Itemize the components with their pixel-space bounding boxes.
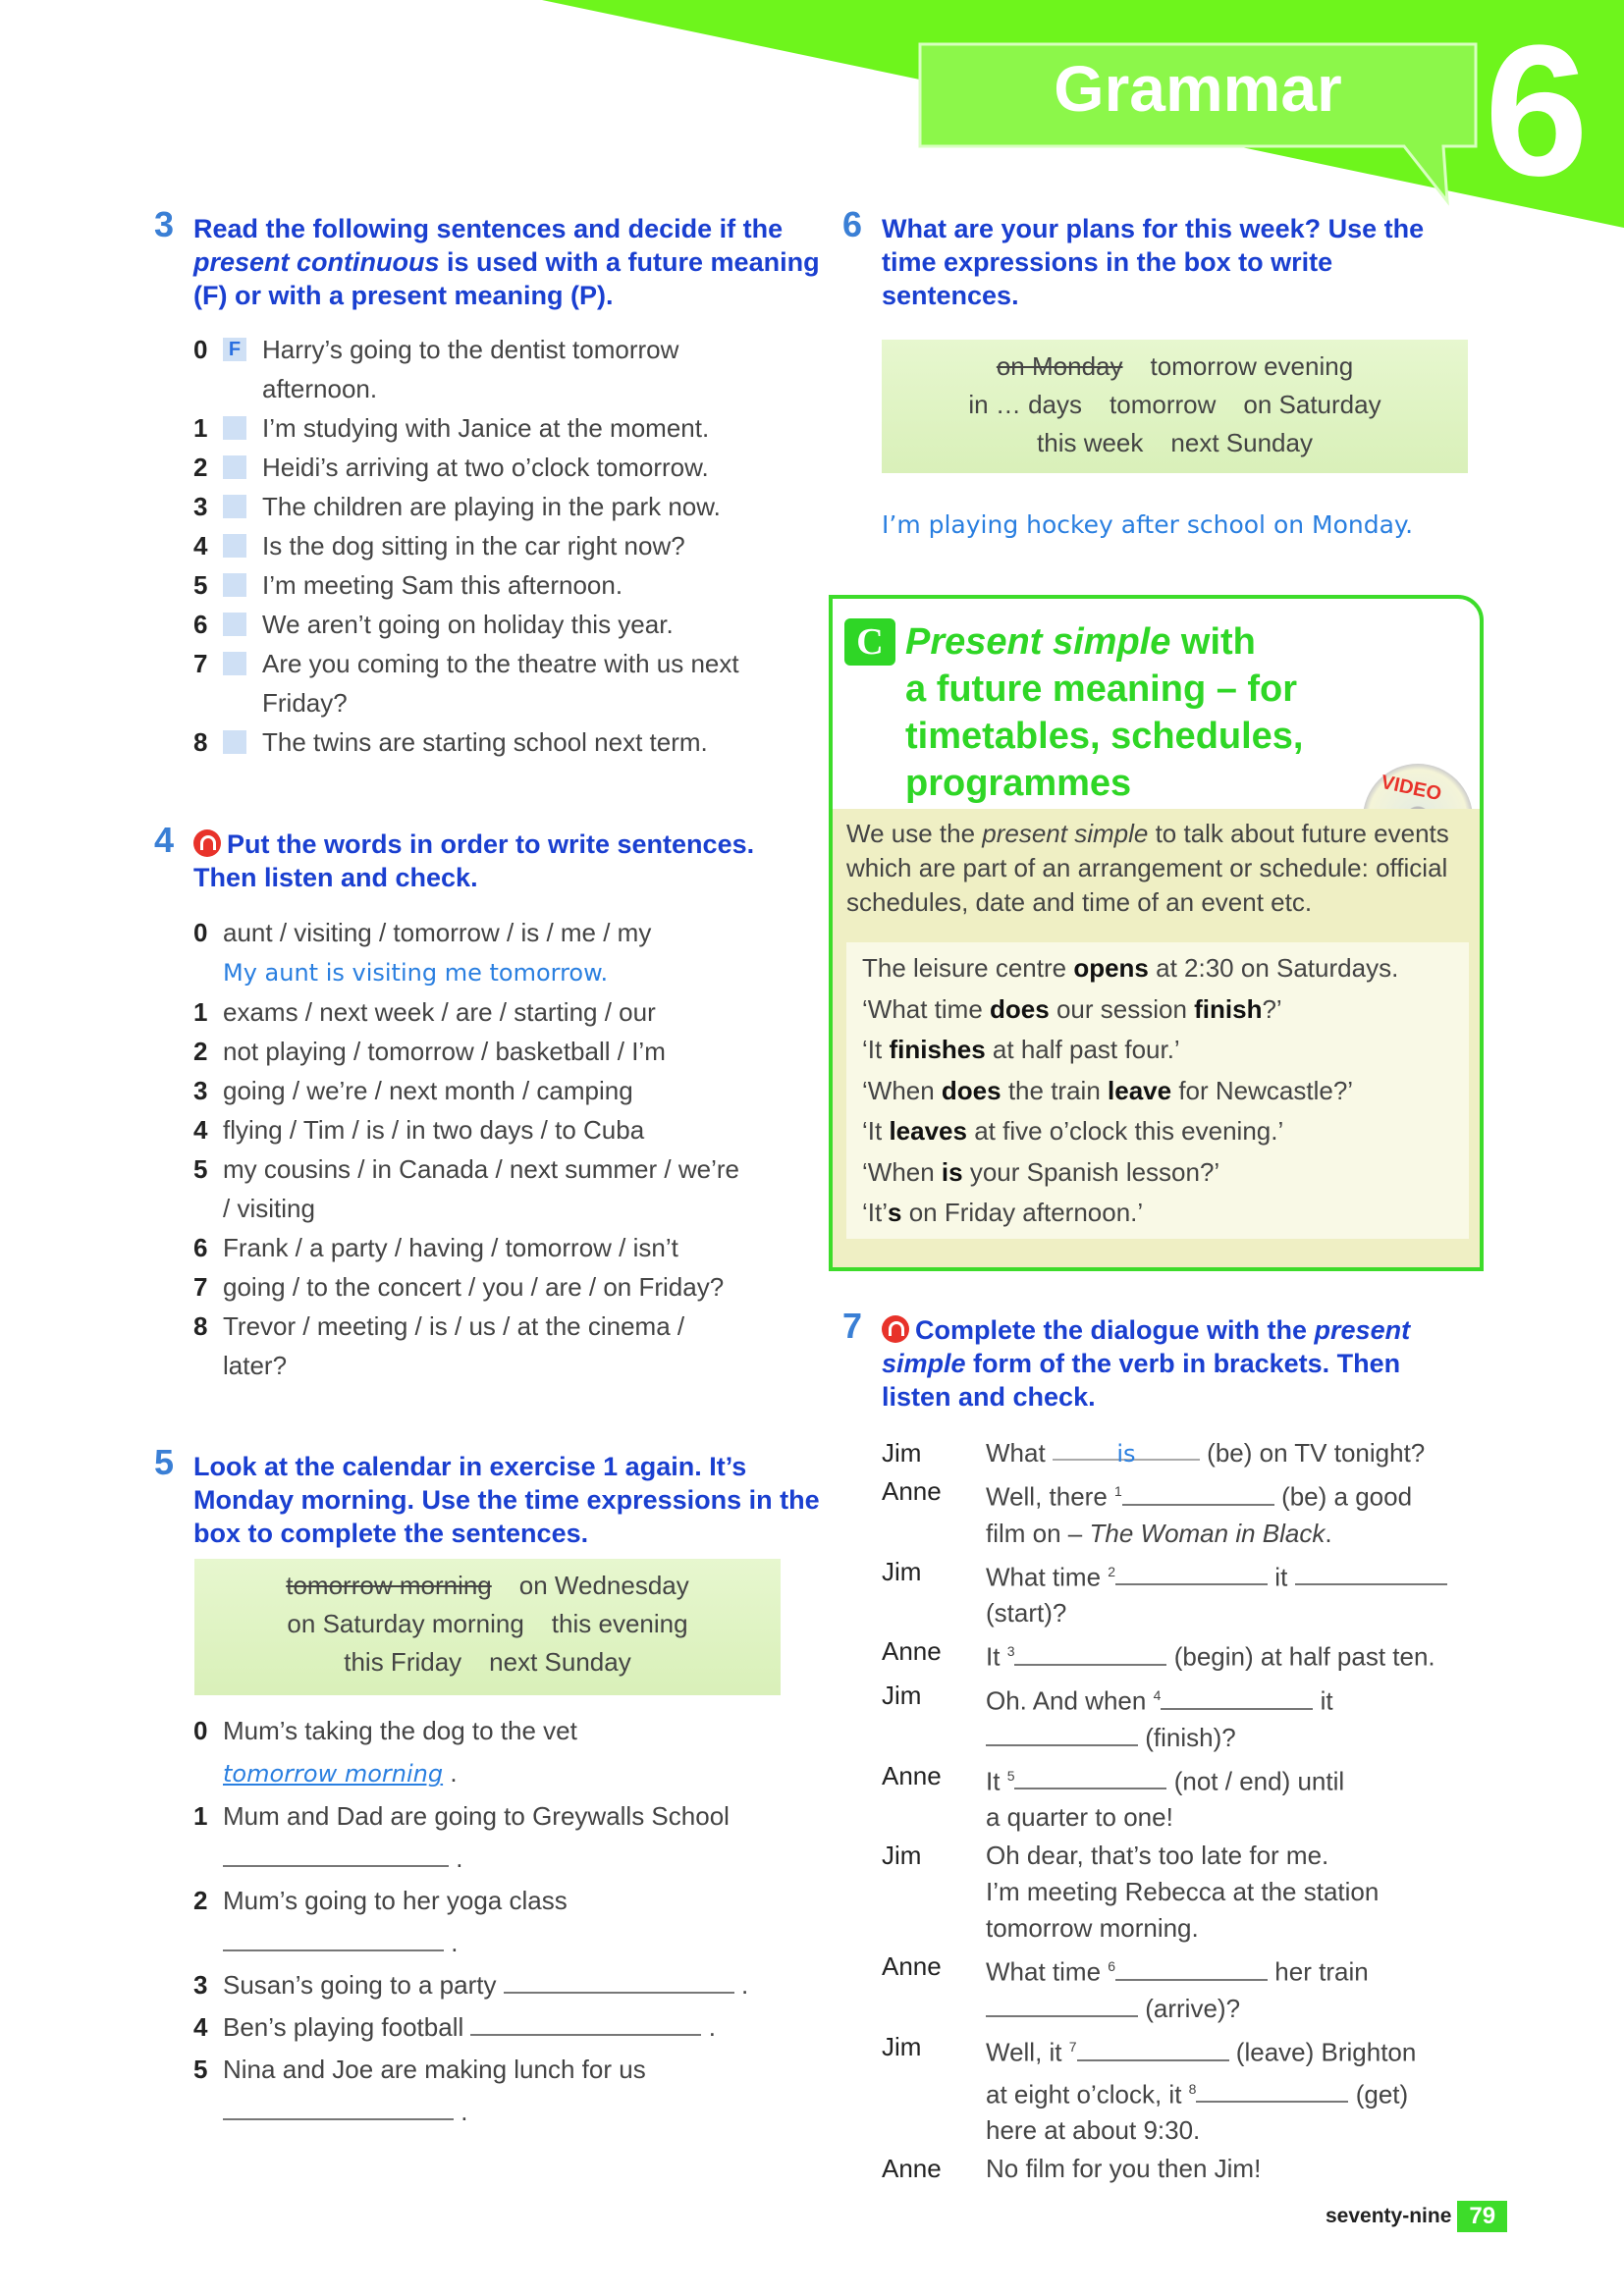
list-item: 0 F Harry’s going to the dentist tomorrow afternoon.: [193, 335, 679, 403]
list-item: 4 Is the dog sitting in the car right now?: [193, 531, 685, 561]
example-answer: My aunt is visiting me tomorrow.: [223, 959, 609, 987]
audio-icon[interactable]: [882, 1315, 909, 1343]
time-expression: on Wednesday: [518, 1571, 689, 1600]
list-item: 1 Mum and Dad are going to Greywalls School .: [193, 1801, 730, 1873]
list-item: 6 Frank / a party / having / tomorrow / isn’t: [193, 1233, 678, 1262]
answer-checkbox[interactable]: [223, 455, 246, 479]
time-expression: next Sunday: [489, 1647, 631, 1677]
ex6-word-box: [882, 340, 1468, 473]
list-item: 7 going / to the concert / you / are / on Friday?: [193, 1272, 725, 1302]
grammar-explanation: We use the present simple to talk about future events which are part of an arrangement or schedule: official schedules, date and time of an event etc.: [846, 819, 1449, 917]
time-expression: tomorrow: [1110, 390, 1217, 419]
answer-blank-3[interactable]: [1014, 1640, 1166, 1666]
example-answer: tomorrow morning: [223, 1760, 444, 1788]
answer-blank[interactable]: [504, 1968, 734, 1994]
list-item: 2 Mum’s going to her yoga class .: [193, 1886, 568, 1957]
list-item: 2 not playing / tomorrow / basketball / I’m: [193, 1037, 666, 1066]
unit-number: 6: [1485, 7, 1589, 215]
answer-blank-4[interactable]: [1161, 1684, 1313, 1710]
page-number: 79: [1457, 2201, 1507, 2232]
answer-blank-6[interactable]: [1115, 1955, 1268, 1981]
example-sentence: ‘What time does our session finish?’: [862, 993, 1282, 1024]
list-item: 3 Susan’s going to a party .: [193, 1970, 749, 2000]
answer-checkbox[interactable]: [223, 416, 246, 440]
video-icon[interactable]: VIDEO: [1363, 764, 1473, 874]
list-item: 1 exams / next week / are / starting / our: [193, 997, 656, 1027]
ex7-heading: 7 Complete the dialogue with the present simple form of the verb in brackets. Then listen and check.: [842, 1306, 1411, 1412]
ex4-number: 4: [154, 820, 175, 860]
time-expression: next Sunday: [1170, 428, 1313, 457]
ex3-list: [193, 330, 763, 762]
answer-blank-1[interactable]: [1122, 1480, 1274, 1506]
list-item: 0 Mum’s taking the dog to the vet tomorrow morning .: [193, 1716, 577, 1788]
answer-checkbox[interactable]: [223, 730, 246, 754]
time-expression: on Saturday: [1243, 390, 1381, 419]
ex5-heading: 5 Look at the calendar in exercise 1 again. It’s Monday morning. Use the time expressions in the box to complete the sentences.: [154, 1442, 820, 1548]
time-expression: tomorrow morning: [286, 1571, 492, 1600]
answer-blank-0[interactable]: is: [1053, 1435, 1200, 1461]
ex7-number: 7: [842, 1306, 863, 1346]
example-sentence: ‘When is your Spanish lesson?’: [862, 1156, 1220, 1187]
ex3-number: 3: [154, 204, 175, 244]
answer-checkbox[interactable]: [223, 573, 246, 597]
list-item: 0 aunt / visiting / tomorrow / is / me / my My aunt is visiting me tomorrow.: [193, 918, 652, 987]
answer-blank-4b[interactable]: [986, 1721, 1138, 1746]
list-item: 5 Nina and Joe are making lunch for us .: [193, 2055, 646, 2126]
list-item: 1 I’m studying with Janice at the moment.: [193, 413, 710, 443]
list-item: 6 We aren’t going on holiday this year.: [193, 610, 674, 639]
example-sentence: ‘When does the train leave for Newcastle?’: [862, 1075, 1354, 1105]
answer-blank-2[interactable]: [1115, 1560, 1268, 1585]
grammar-examples: [846, 942, 1469, 1239]
time-expression: in … days: [968, 390, 1083, 419]
grammar-title: C Present simple with a future meaning – for timetables, schedules, programmes: [844, 618, 1304, 807]
ex6-heading: 6 What are your plans for this week? Use the time expressions in the box to write sentences.: [842, 204, 1425, 310]
list-item: 5 my cousins / in Canada / next summer / we’re / visiting: [193, 1154, 739, 1223]
ex7-dialogue: Jim What is (be) on TV tonight? Anne Well, there $^1$ (be) a good film on – The Woman in Black. Jim What time $^2$ it (start)? Anne It $^3$ (begin) at half past ten. Jim Oh. And when $^4$ it (finish)? Anne It $^5$ (not / end) until a quarter to one! Jim Oh dear, that’s too late for me. I’m meeting Rebecca at the station tomorrow morning. Anne What time $^6$ her train (arrive)? Jim Well, it $^7$ (leave) Brighton at eight o’clock, it $^8$ (get) here at about 9:30. Anne No film for you then Jim!: [882, 1435, 1490, 2189]
answer-blank-5[interactable]: [1014, 1764, 1166, 1789]
ex6-example: I’m playing hockey after school on Monday.: [882, 510, 1414, 539]
answer-blank-2b[interactable]: [1295, 1560, 1447, 1585]
ex4-list: [193, 913, 783, 1385]
list-item: 8 The twins are starting school next term.: [193, 727, 708, 757]
example-sentence: ‘It’s on Friday afternoon.’: [862, 1198, 1144, 1227]
list-item: 7 Are you coming to the theatre with us next Friday?: [193, 649, 739, 718]
ex5-word-box: [194, 1559, 781, 1695]
page-footer: seventy-nine 79: [1326, 2201, 1507, 2232]
audio-icon[interactable]: [193, 829, 221, 857]
time-expression: on Saturday morning: [287, 1609, 524, 1638]
time-expression: tomorrow evening: [1150, 351, 1354, 381]
time-expression: this week: [1037, 428, 1144, 457]
list-item: 3 The children are playing in the park now.: [193, 492, 721, 521]
grammar-box: [829, 595, 1484, 1271]
ex5-number: 5: [154, 1442, 175, 1482]
time-expression: this Friday: [344, 1647, 462, 1677]
answer-checkbox[interactable]: [223, 652, 246, 675]
list-item: 3 going / we’re / next month / camping: [193, 1076, 633, 1105]
answer-blank-8[interactable]: [1196, 2077, 1348, 2103]
answer-blank-7[interactable]: [1077, 2036, 1229, 2061]
list-item: 4 Ben’s playing football .: [193, 2012, 716, 2042]
answer-checkbox[interactable]: [223, 534, 246, 558]
grammar-badge: C: [844, 618, 895, 666]
list-item: 4 flying / Tim / is / in two days / to Cuba: [193, 1115, 645, 1145]
answer-checkbox[interactable]: [223, 495, 246, 518]
answer-blank[interactable]: [223, 1842, 449, 1867]
list-item: 2 Heidi’s arriving at two o’clock tomorrow.: [193, 453, 709, 482]
ex6-number: 6: [842, 204, 863, 244]
answer-blank[interactable]: [470, 2010, 701, 2036]
answer-checkbox[interactable]: [223, 613, 246, 636]
answer-blank[interactable]: [223, 2095, 454, 2120]
answer-blank[interactable]: [223, 1926, 444, 1951]
header-title: Grammar: [1054, 52, 1342, 125]
ex3-heading: 3 Read the following sentences and decide if the present continuous is used with a future meaning (F) or with a present meaning (P).: [154, 204, 820, 310]
list-item: 5 I’m meeting Sam this afternoon.: [193, 570, 623, 600]
time-expression: on Monday: [996, 351, 1123, 381]
ex5-list: [193, 1710, 802, 2133]
answer-checkbox[interactable]: F: [223, 338, 246, 361]
example-sentence: ‘It finishes at half past four.’: [862, 1035, 1180, 1064]
example-sentence: The leisure centre opens at 2:30 on Saturdays.: [862, 953, 1399, 983]
time-expression: this evening: [551, 1609, 688, 1638]
list-item: 8 Trevor / meeting / is / us / at the cinema / later?: [193, 1311, 685, 1380]
ex4-heading: 4 Put the words in order to write sentences. Then listen and check.: [154, 820, 755, 892]
answer-blank-6b[interactable]: [986, 1992, 1138, 2017]
example-sentence: ‘It leaves at five o’clock this evening.’: [862, 1116, 1284, 1146]
